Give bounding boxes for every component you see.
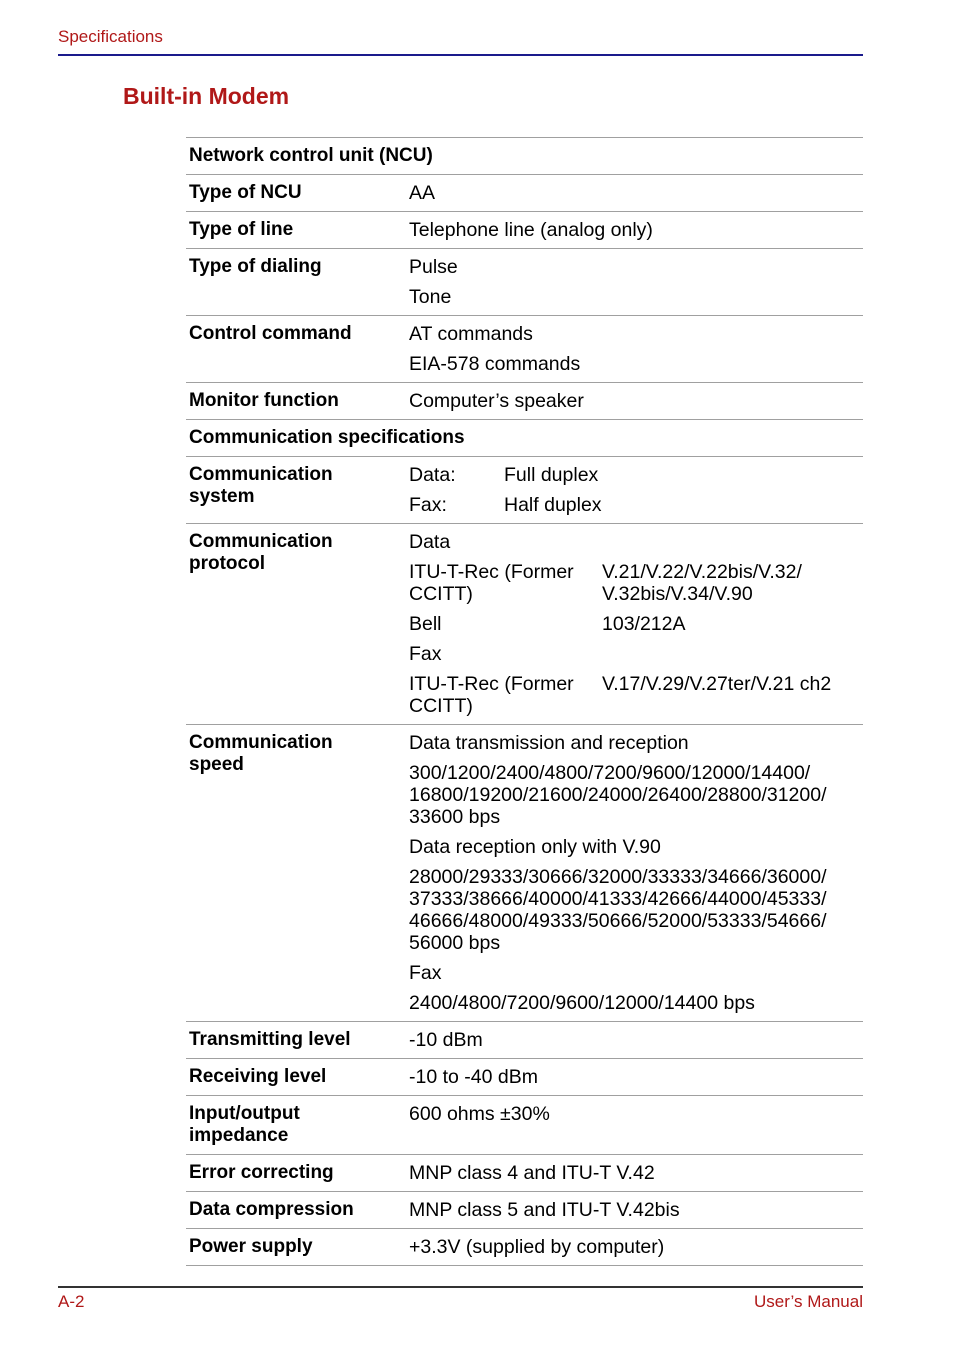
row-value — [409, 390, 863, 412]
header-divider — [58, 54, 863, 56]
row-label: Type of line — [189, 219, 294, 240]
table-row — [186, 725, 863, 1022]
protocol-item — [409, 673, 863, 717]
protocol-heading: Data — [409, 531, 451, 553]
protocol-value: V.21/V.22/V.22bis/V.32/ V.32bis/V.34/V.90 — [602, 561, 802, 605]
table-row — [186, 316, 863, 383]
value-line: -10 to -40 dBm — [409, 1066, 538, 1088]
row-label: Input/output impedance — [189, 1103, 300, 1146]
row-value — [409, 732, 863, 1014]
row-label: Type of dialing — [189, 256, 322, 277]
row-label: Power supply — [189, 1236, 313, 1257]
protocol-key: Bell — [409, 613, 442, 635]
table-row — [186, 1192, 863, 1229]
table-row — [186, 1155, 863, 1192]
section-header-ncu: Network control unit (NCU) — [186, 138, 863, 175]
value-line: 300/1200/2400/4800/7200/9600/12000/14400/ 16800/19200/21600/24000/26400/28800/31200/ 33600 bps — [409, 762, 827, 828]
pair-value: Full duplex — [504, 464, 599, 486]
value-line: MNP class 5 and ITU-T V.42bis — [409, 1199, 680, 1221]
pair-value: Half duplex — [504, 494, 602, 516]
table-row — [186, 457, 863, 524]
row-value — [409, 1103, 863, 1147]
value-line: AA — [409, 182, 436, 204]
row-label: Monitor function — [189, 390, 339, 411]
pair-item — [409, 464, 863, 486]
row-value — [409, 1162, 863, 1184]
row-value — [409, 1066, 863, 1088]
value-line: Data transmission and reception — [409, 732, 689, 754]
row-value — [409, 323, 863, 375]
row-value — [409, 1199, 863, 1221]
row-label: Communication speed — [189, 732, 333, 775]
running-header: Specifications — [58, 27, 163, 46]
table-row — [186, 1022, 863, 1059]
protocol-key: ITU-T-Rec (Former CCITT) — [409, 673, 574, 717]
manual-name: User’s Manual — [754, 1292, 863, 1311]
row-label: Error correcting — [189, 1162, 334, 1183]
value-line: 2400/4800/7200/9600/12000/14400 bps — [409, 992, 755, 1014]
table-row — [186, 524, 863, 725]
row-label: Data compression — [189, 1199, 354, 1220]
page-title: Built-in Modem — [123, 83, 290, 109]
value-line: Data reception only with V.90 — [409, 836, 661, 858]
value-line: Tone — [409, 286, 452, 308]
spec-table — [186, 137, 863, 1266]
value-line: +3.3V (supplied by computer) — [409, 1236, 665, 1258]
pair-key: Fax: — [409, 494, 447, 516]
table-row — [186, 249, 863, 316]
row-label: Communication protocol — [189, 531, 333, 574]
pair-key: Data: — [409, 464, 456, 486]
value-line: 600 ohms ±30% — [409, 1103, 550, 1125]
value-line: Fax — [409, 962, 442, 984]
row-value — [409, 256, 863, 308]
protocol-value: V.17/V.29/V.27ter/V.21 ch2 — [602, 673, 832, 695]
table-row — [186, 175, 863, 212]
value-line: Telephone line (analog only) — [409, 219, 653, 241]
row-value — [409, 182, 863, 204]
value-line: EIA-578 commands — [409, 353, 581, 375]
table-row — [186, 1059, 863, 1096]
section-header-comm: Communication specifications — [186, 420, 863, 457]
row-label: Communication system — [189, 464, 333, 507]
protocol-heading: Fax — [409, 643, 442, 665]
table-row — [186, 1229, 863, 1266]
value-line: Computer’s speaker — [409, 390, 584, 412]
table-row — [186, 383, 863, 420]
row-label: Transmitting level — [189, 1029, 351, 1050]
row-value — [409, 464, 863, 516]
row-value — [409, 1029, 863, 1051]
row-label: Type of NCU — [189, 182, 302, 203]
row-value — [409, 531, 863, 717]
protocol-value: 103/212A — [602, 613, 686, 635]
protocol-item — [409, 613, 863, 635]
pair-item — [409, 494, 863, 516]
protocol-key: ITU-T-Rec (Former CCITT) — [409, 561, 574, 605]
value-line: 28000/29333/30666/32000/33333/34666/36000/ 37333/38666/40000/41333/42666/44000/45333/ 46666/48000/49333/50666/52000/53333/54666/ 56000 bps — [409, 866, 827, 954]
page-number: A-2 — [58, 1292, 85, 1311]
table-row — [186, 1096, 863, 1155]
value-line: Pulse — [409, 256, 458, 278]
row-label: Control command — [189, 323, 352, 344]
row-value — [409, 1236, 863, 1258]
row-label: Receiving level — [189, 1066, 327, 1087]
row-value — [409, 219, 863, 241]
value-line: -10 dBm — [409, 1029, 483, 1051]
footer-divider — [58, 1286, 863, 1288]
value-line: AT commands — [409, 323, 533, 345]
table-row — [186, 212, 863, 249]
protocol-item — [409, 561, 863, 605]
value-line: MNP class 4 and ITU-T V.42 — [409, 1162, 655, 1184]
